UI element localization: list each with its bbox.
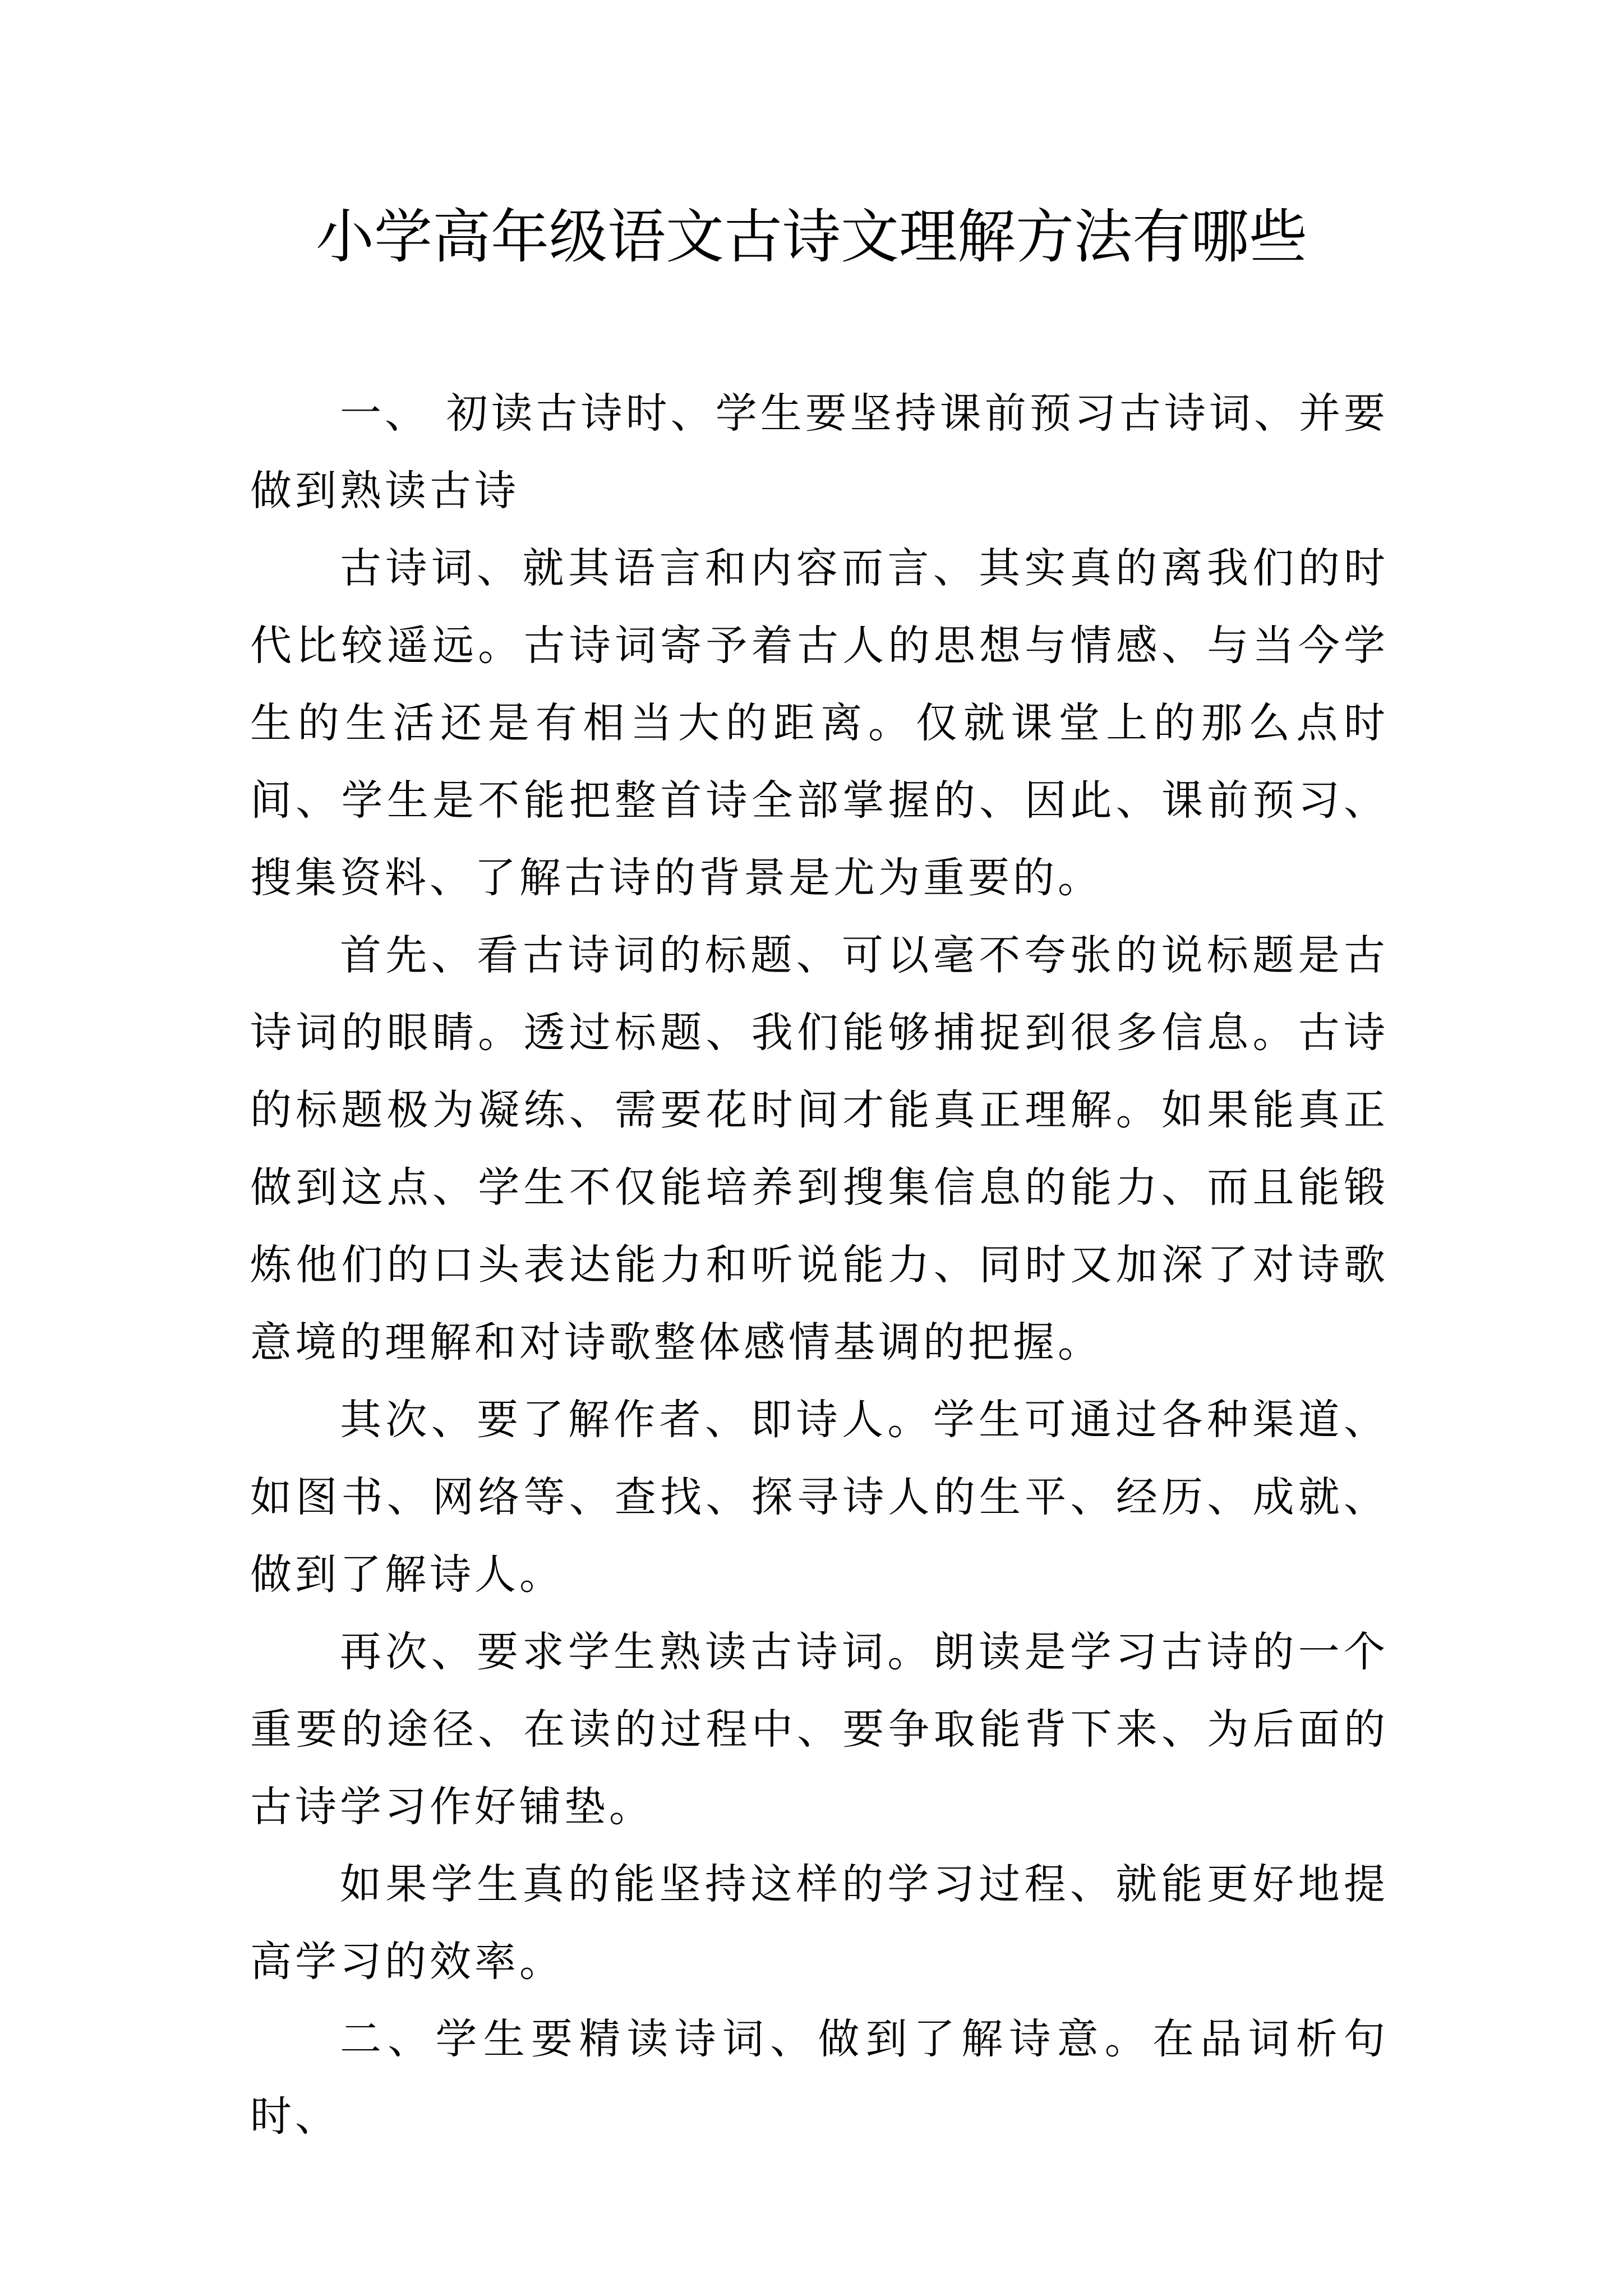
paragraph: 其次、要了解作者、即诗人。学生可通过各种渠道、如图书、网络等、查找、探寻诗人的生平、经历、成就、做到了解诗人。 <box>250 1396 1389 1599</box>
section-heading-2: 二、学生要精读诗词、做到了解诗意。在品词析句时、 <box>250 2015 1389 2141</box>
section-heading-1: 一、 初读古诗时、学生要坚持课前预习古诗词、并要做到熟读古诗 <box>250 389 1389 515</box>
document-title: 小学高年级语文古诗文理解方法有哪些 <box>315 203 1307 271</box>
paragraph: 首先、看古诗词的标题、可以毫不夸张的说标题是古诗词的眼睛。透过标题、我们能够捕捉到很多信息。古诗的标题极为凝练、需要花时间才能真正理解。如果能真正做到这点、学生不仅能培养到搜集信息的能力、而且能锻炼他们的口头表达能力和听说能力、同时又加深了对诗歌意境的理解和对诗歌整体感情基调的把握。 <box>250 931 1389 1366</box>
paragraph: 再次、要求学生熟读古诗词。朗读是学习古诗的一个重要的途径、在读的过程中、要争取能背下来、为后面的古诗学习作好铺垫。 <box>250 1628 1389 1831</box>
paragraph: 如果学生真的能坚持这样的学习过程、就能更好地提高学习的效率。 <box>250 1860 1389 1986</box>
paragraph: 古诗词、就其语言和内容而言、其实真的离我们的时代比较遥远。古诗词寄予着古人的思想与情感、与当今学生的生活还是有相当大的距离。仅就课堂上的那么点时间、学生是不能把整首诗全部掌握的、因此、课前预习、搜集资料、了解古诗的背景是尤为重要的。 <box>250 544 1389 902</box>
document-body <box>250 375 1389 2155</box>
